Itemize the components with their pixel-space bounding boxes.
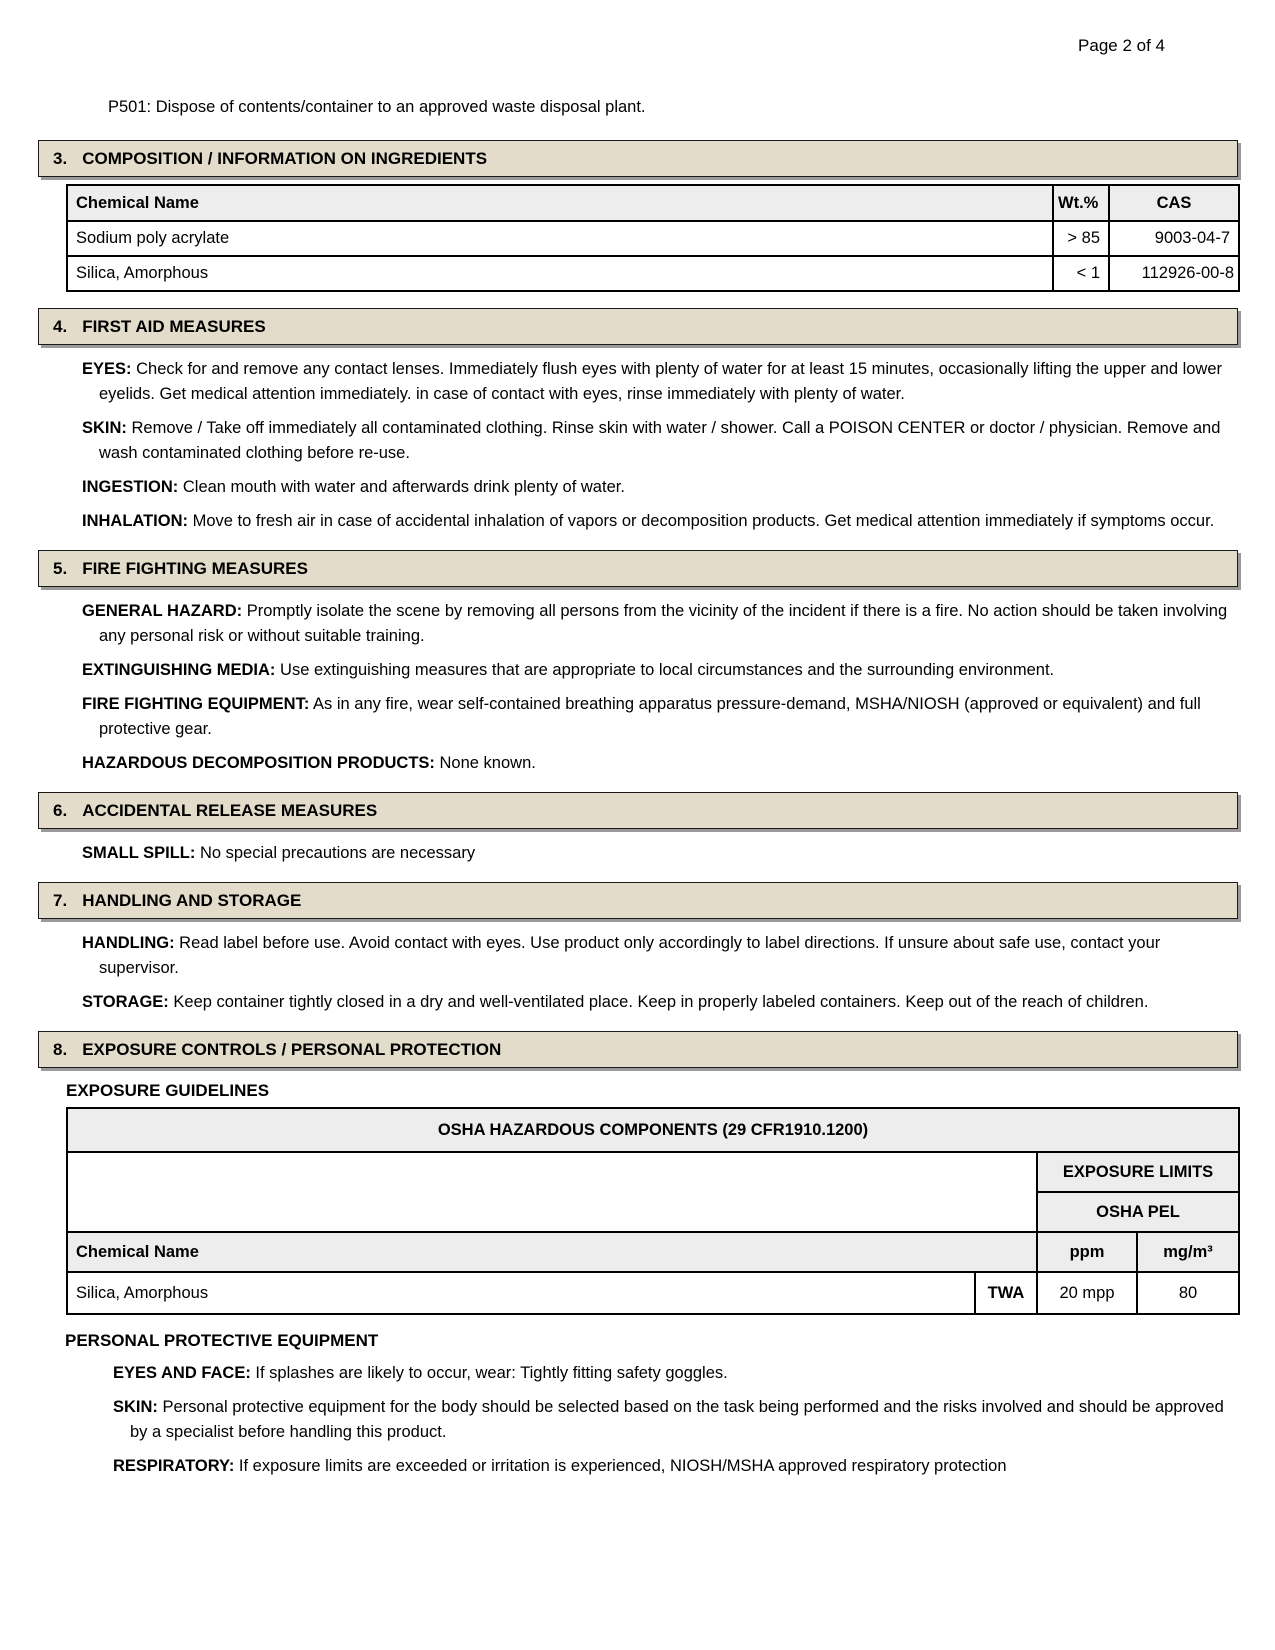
section-3-title: COMPOSITION / INFORMATION ON INGREDIENTS: [82, 148, 488, 168]
ppe-skin: [38, 1395, 1238, 1445]
fire-general-hazard: [38, 599, 1238, 649]
first-aid-skin: [38, 416, 1238, 466]
item-text: Read label before use. Avoid contact with eyes. Use product only accordingly to label directions. If unsure about safe use, contact your supervisor.: [99, 934, 1161, 977]
item-text: Clean mouth with water and afterwards drink plenty of water.: [182, 478, 625, 496]
item-text: None known.: [439, 754, 536, 772]
fire-fighting-equipment: [38, 692, 1238, 742]
osha-header-row: [67, 1232, 1239, 1272]
item-label: GENERAL HAZARD:: [82, 602, 243, 620]
section-5-number: 5.: [53, 558, 68, 578]
section-6-number: 6.: [53, 800, 68, 820]
mgm3-cell: 80: [1137, 1272, 1239, 1314]
wt-cell: < 1: [1053, 256, 1109, 291]
disposal-statement: P501: Dispose of contents/container to an approved waste disposal plant.: [108, 98, 646, 116]
composition-header-row: [67, 185, 1239, 221]
cas-cell: 9003-04-7: [1109, 221, 1239, 256]
exposure-limits-header: EXPOSURE LIMITS: [1037, 1152, 1239, 1192]
item-text: No special precautions are necessary: [199, 844, 476, 862]
exposure-guidelines-heading: EXPOSURE GUIDELINES: [66, 1081, 270, 1100]
exposure-limits-row: [67, 1152, 1239, 1192]
table-row: [67, 221, 1239, 256]
section-5-bar: [38, 550, 1238, 587]
release-small-spill: [38, 841, 1238, 866]
osha-components-table: [66, 1107, 1240, 1315]
twa-cell: TWA: [975, 1272, 1037, 1314]
osha-table-title-row: [67, 1108, 1239, 1152]
section-8-bar: [38, 1031, 1238, 1068]
item-label: SKIN:: [113, 1398, 158, 1416]
fire-extinguishing-media: [38, 658, 1238, 683]
item-label: HANDLING:: [82, 934, 175, 952]
item-text: Keep container tightly closed in a dry and well-ventilated place. Keep in properly labeled containers. Keep out of the reach of children.: [173, 993, 1149, 1011]
item-label: HAZARDOUS DECOMPOSITION PRODUCTS:: [82, 754, 435, 772]
osha-pel-header: OSHA PEL: [1037, 1192, 1239, 1232]
ppm-header: ppm: [1037, 1232, 1137, 1272]
chemical-name-cell: Silica, Amorphous: [67, 256, 1053, 291]
document-body: [38, 0, 1238, 1479]
section-6-title: ACCIDENTAL RELEASE MEASURES: [82, 800, 378, 820]
item-text: Use extinguishing measures that are appropriate to local circumstances and the surrounding environment.: [280, 661, 1055, 679]
section-8-number: 8.: [53, 1039, 68, 1059]
page-number: Page 2 of 4: [1078, 36, 1165, 55]
section-7-number: 7.: [53, 890, 68, 910]
section-4-bar: [38, 308, 1238, 345]
section-7-title: HANDLING AND STORAGE: [82, 890, 302, 910]
item-label: EXTINGUISHING MEDIA:: [82, 661, 276, 679]
item-text: If splashes are likely to occur, wear: Tightly fitting safety goggles.: [255, 1364, 728, 1382]
ppe-heading: PERSONAL PROTECTIVE EQUIPMENT: [65, 1331, 379, 1350]
handling-item: [38, 931, 1238, 981]
first-aid-eyes: [38, 357, 1238, 407]
wt-cell: > 85: [1053, 221, 1109, 256]
item-label: INHALATION:: [82, 512, 189, 530]
table-row: [67, 256, 1239, 291]
fire-hazardous-decomposition: [38, 751, 1238, 776]
col-chemical-name: Chemical Name: [67, 185, 1053, 221]
ppe-respiratory: [38, 1454, 1238, 1479]
item-text: If exposure limits are exceeded or irritation is experienced, NIOSH/MSHA approved respiratory protection: [238, 1457, 1007, 1475]
chemical-name-cell: Sodium poly acrylate: [67, 221, 1053, 256]
ppe-eyes-and-face: [38, 1361, 1238, 1386]
osha-table-title: OSHA HAZARDOUS COMPONENTS (29 CFR1910.1200): [67, 1108, 1239, 1152]
chemical-name-header: Chemical Name: [67, 1232, 1037, 1272]
first-aid-inhalation: [38, 509, 1238, 534]
section-4-number: 4.: [53, 316, 68, 336]
item-text: Check for and remove any contact lenses. Immediately flush eyes with plenty of water for at least 15 minutes, occasionally lifting the upper and lower eyelids. Get medical attention immediately. in case of contact with eyes, rinse immediately with plenty of water.: [99, 360, 1223, 403]
chemical-name-cell: Silica, Amorphous: [67, 1272, 975, 1314]
section-3-bar: [38, 140, 1238, 177]
item-label: INGESTION:: [82, 478, 179, 496]
storage-item: [38, 990, 1238, 1015]
section-6-bar: [38, 792, 1238, 829]
item-text: As in any fire, wear self-contained breathing apparatus pressure-demand, MSHA/NIOSH (approved or equivalent) and full protective gear.: [99, 695, 1201, 738]
composition-table: [66, 184, 1240, 292]
section-4-title: FIRST AID MEASURES: [82, 316, 266, 336]
table-row: [67, 1272, 1239, 1314]
col-cas: CAS: [1109, 185, 1239, 221]
item-label: RESPIRATORY:: [113, 1457, 235, 1475]
item-text: Personal protective equipment for the body should be selected based on the task being performed and the risks involved and should be approved by a specialist before handling this product.: [130, 1398, 1224, 1441]
section-3-number: 3.: [53, 148, 68, 168]
item-label: SMALL SPILL:: [82, 844, 196, 862]
blank-cell: [67, 1152, 1037, 1232]
item-text: Promptly isolate the scene by removing all persons from the vicinity of the incident if there is a fire. No action should be taken involving any personal risk or without suitable training.: [99, 602, 1228, 645]
mgm3-header: mg/m³: [1137, 1232, 1239, 1272]
item-label: EYES AND FACE:: [113, 1364, 251, 1382]
section-5-title: FIRE FIGHTING MEASURES: [82, 558, 308, 578]
section-8-title: EXPOSURE CONTROLS / PERSONAL PROTECTION: [82, 1039, 502, 1059]
item-label: STORAGE:: [82, 993, 169, 1011]
item-text: Move to fresh air in case of accidental inhalation of vapors or decomposition products. Get medical attention immediately if symptoms occur.: [192, 512, 1215, 530]
col-wt-percent: Wt.%: [1053, 185, 1109, 221]
item-label: SKIN:: [82, 419, 127, 437]
item-label: FIRE FIGHTING EQUIPMENT:: [82, 695, 310, 713]
ppm-cell: 20 mpp: [1037, 1272, 1137, 1314]
section-7-bar: [38, 882, 1238, 919]
cas-cell: 112926-00-8: [1109, 256, 1239, 291]
item-label: EYES:: [82, 360, 132, 378]
first-aid-ingestion: [38, 475, 1238, 500]
item-text: Remove / Take off immediately all contaminated clothing. Rinse skin with water / shower. Call a POISON CENTER or doctor / physician. Remove and wash contaminated clothing before re-use.: [99, 419, 1221, 462]
